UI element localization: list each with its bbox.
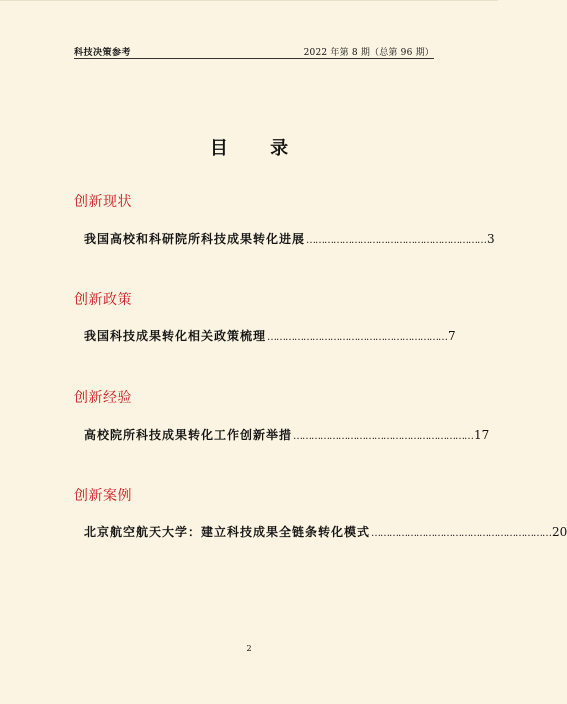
toc-leader-dots: …………………………………………………… (306, 235, 487, 246)
toc-entry-title: 我国科技成果转化相关政策梳理 (84, 329, 267, 343)
page-number: 2 (246, 644, 252, 653)
header-issue-info: 2022 年第 8 期（总第 96 期） (303, 48, 434, 58)
toc-leader-dots: …………………………………………………… (267, 332, 448, 343)
toc-entry[interactable] (84, 327, 456, 343)
toc-entry-page: 17 (474, 428, 490, 442)
toc-entry-title: 高校院所科技成果转化工作创新举措 (84, 428, 293, 442)
toc-title: 目 录 (209, 138, 307, 159)
toc-entry-page: 20 (552, 525, 567, 539)
toc-entry-page: 7 (448, 329, 456, 343)
toc-entry[interactable] (84, 523, 567, 539)
header-publication-name: 科技决策参考 (74, 48, 132, 58)
toc-entry-page: 3 (487, 232, 495, 246)
section-heading-experience: 创新经验 (74, 390, 132, 406)
running-header (74, 45, 434, 59)
toc-entry-title: 北京航空航天大学：建立科技成果全链条转化模式 (84, 525, 371, 539)
toc-entry[interactable] (84, 230, 495, 246)
toc-leader-dots: …………………………………………………… (293, 431, 474, 442)
header-divider (74, 58, 434, 59)
section-heading-case: 创新案例 (74, 488, 132, 504)
toc-entry-title: 我国高校和科研院所科技成果转化进展 (84, 232, 306, 246)
toc-entry[interactable] (84, 426, 490, 442)
section-heading-current-status: 创新现状 (74, 194, 132, 210)
section-heading-policy: 创新政策 (74, 292, 132, 308)
toc-leader-dots: …………………………………………………… (371, 528, 552, 539)
